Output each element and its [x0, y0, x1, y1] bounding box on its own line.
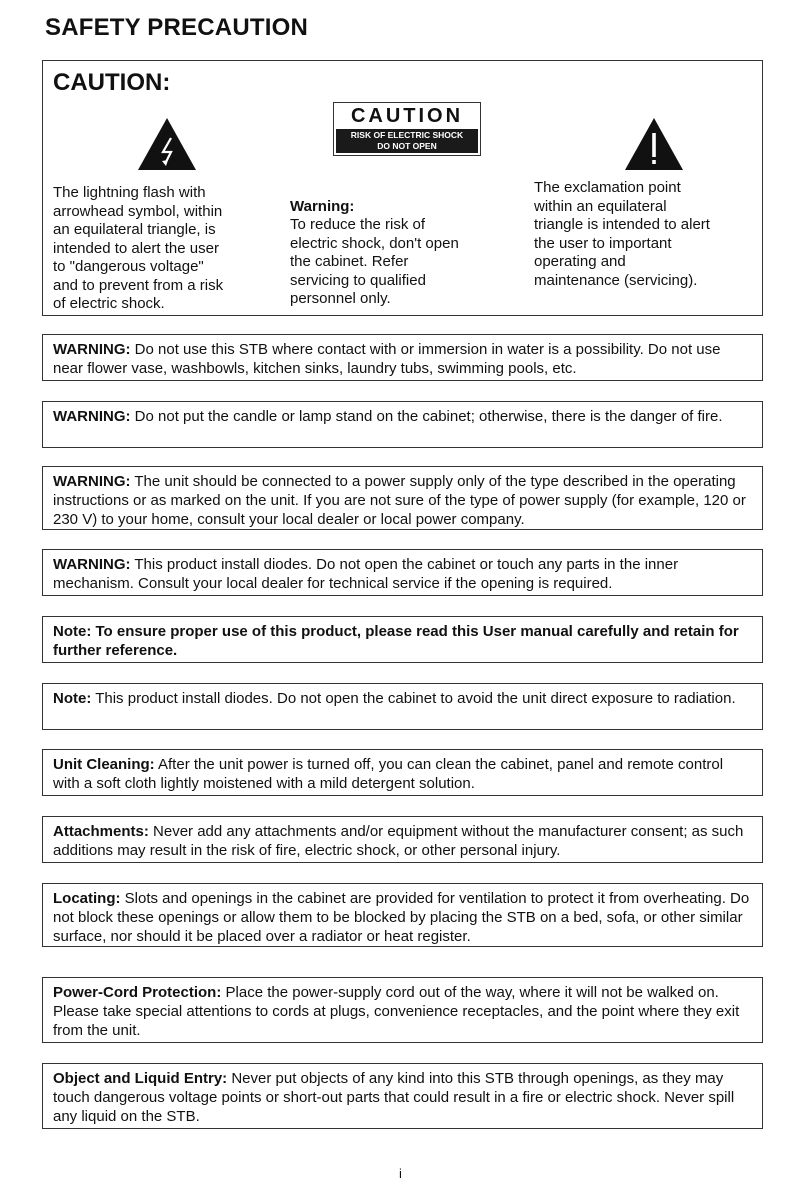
notice-text: Place the power-supply cord out of the way, where it will not be walked on. Please take special attentions to cords at plugs, convenience receptacles, and the point where they exit from the unit.: [53, 984, 740, 1039]
caution-heading: CAUTION:: [53, 69, 171, 96]
caution-box: [42, 60, 763, 316]
notice-label: WARNING:: [53, 473, 131, 490]
warning-description: To reduce the risk of electric shock, don't open the cabinet. Refer servicing to qualified personnel only.: [290, 216, 459, 307]
notice-box: [42, 683, 763, 730]
notice-box: [42, 616, 763, 663]
notice-label: Unit Cleaning:: [53, 756, 155, 773]
exclamation-triangle-icon: [623, 116, 685, 172]
warning-column: [290, 179, 459, 309]
notice-text: After the unit power is turned off, you can clean the cabinet, panel and remote control with a soft cloth lightly moistened with a mild detergent solution.: [53, 756, 724, 792]
notice-text: This product install diodes. Do not open the cabinet or touch any parts in the inner mechanism. Consult your local dealer for technical service if the opening is required.: [53, 556, 679, 592]
notice-box: [42, 466, 763, 530]
badge-risk-text: [336, 129, 478, 153]
notice-box: [42, 883, 763, 947]
notice-text: This product install diodes. Do not open the cabinet to avoid the unit direct exposure to radiation.: [91, 690, 736, 707]
notice-label: WARNING:: [53, 556, 131, 573]
notice-text: Do not use this STB where contact with or immersion in water is a possibility. Do not use near flower vase, washbowls, kitchen sinks, laundry tubs, swimming pools, etc.: [53, 341, 721, 377]
notice-label: Locating:: [53, 890, 121, 907]
notice-label: WARNING:: [53, 341, 131, 358]
exclamation-description: The exclamation point within an equilateral triangle is intended to alert the user to important operating and maintenance (servicing).: [534, 179, 710, 289]
notice-box: [42, 749, 763, 796]
lightning-triangle-icon: [136, 116, 198, 172]
notice-label: Note:: [53, 690, 92, 707]
lightning-description: The lightning flash with arrowhead symbol, within an equilateral triangle, is intended to alert the user to "dangerous voltage" and to prevent from a risk of electric shock.: [53, 184, 224, 312]
notice-text: Do not put the candle or lamp stand on the cabinet; otherwise, there is the danger of fire.: [130, 408, 723, 425]
badge-caution-text: CAUTION: [350, 105, 464, 127]
notice-text: The unit should be connected to a power supply only of the type described in the operating instructions or as marked on the unit. If you are not sure of the type of power supply (for example, 120 or 230 V) to your home, consult your local dealer or local power company.: [53, 473, 746, 528]
page-title: SAFETY PRECAUTION: [45, 14, 308, 41]
notice-text: Slots and openings in the cabinet are provided for ventilation to protect it from overheating. Do not block these openings or allow them to be blocked by placing the STB on a bed, sofa, or other similar surface, nor should it be placed over a radiator or heat register.: [53, 890, 750, 945]
notice-box: [42, 549, 763, 596]
notice-box: [42, 334, 763, 381]
notice-label: Object and Liquid Entry:: [53, 1070, 228, 1087]
notice-label: Power-Cord Protection:: [53, 984, 222, 1001]
notice-text: Never put objects of any kind into this STB through openings, as they may touch dangerous voltage points or short-out parts that could result in a fire or electric shock. Never spill any liquid on the STB.: [53, 1070, 735, 1125]
badge-line-2: DO NOT OPEN: [377, 140, 437, 151]
notice-box: [42, 1063, 763, 1129]
notice-label: WARNING:: [53, 408, 131, 425]
page-number: i: [399, 1166, 402, 1181]
notice-box: [42, 977, 763, 1043]
notice-label: Attachments:: [53, 823, 149, 840]
notice-box: [42, 816, 763, 863]
notice-label: Note: To ensure proper use of this product, please read this User manual carefully and retain for further reference.: [53, 623, 739, 659]
notice-box: [42, 401, 763, 448]
notice-text: Never add any attachments and/or equipment without the manufacturer consent; as such additions may result in the risk of fire, electric shock, or other personal injury.: [53, 823, 744, 859]
caution-badge: [333, 102, 481, 156]
warning-label: Warning:: [290, 197, 355, 215]
badge-line-1: RISK OF ELECTRIC SHOCK: [350, 130, 464, 140]
